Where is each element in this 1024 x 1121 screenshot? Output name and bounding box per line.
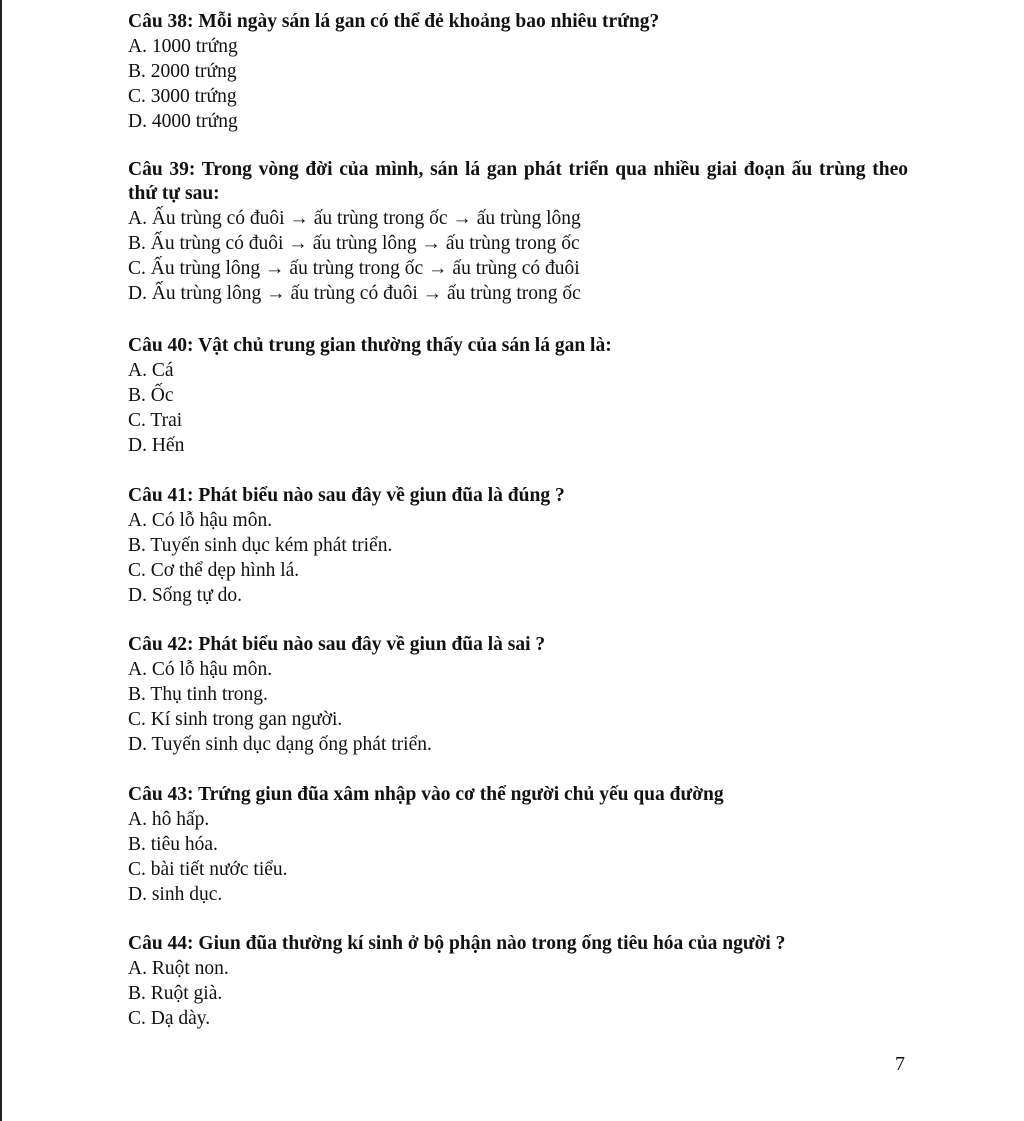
option-a: A. Cá bbox=[128, 360, 174, 381]
question-title: Câu 41: Phát biểu nào sau đây về giun đũa là đúng ? bbox=[128, 485, 565, 506]
option-c: C. Trai bbox=[128, 410, 183, 431]
option-b: B. 2000 trứng bbox=[128, 61, 237, 82]
option-a: A. Có lỗ hậu môn. bbox=[128, 659, 273, 680]
question-42 bbox=[128, 633, 918, 757]
option-b: B. Ấu trùng có đuôi → ấu trùng lông → ấu trùng trong ốc bbox=[128, 233, 580, 254]
option-b: B. tiêu hóa. bbox=[128, 834, 218, 855]
option-c: C. Kí sinh trong gan người. bbox=[128, 709, 343, 730]
option-d: D. Ấu trùng lông → ấu trùng có đuôi → ấu trùng trong ốc bbox=[128, 283, 581, 304]
question-title: Câu 38: Mỗi ngày sán lá gan có thể đẻ khoảng bao nhiêu trứng? bbox=[128, 11, 660, 32]
option-a: A. Có lỗ hậu môn. bbox=[128, 510, 273, 531]
question-title: Câu 40: Vật chủ trung gian thường thấy của sán lá gan là: bbox=[128, 335, 612, 356]
option-d: D. sinh dục. bbox=[128, 884, 223, 905]
option-a: A. hô hấp. bbox=[128, 809, 210, 830]
option-d: D. Hến bbox=[128, 435, 185, 456]
question-38 bbox=[128, 10, 918, 134]
option-c: C. 3000 trứng bbox=[128, 86, 237, 107]
question-43 bbox=[128, 783, 918, 907]
option-a: A. Ruột non. bbox=[128, 958, 229, 979]
option-b: B. Ruột già. bbox=[128, 983, 223, 1004]
option-a: A. 1000 trứng bbox=[128, 36, 238, 57]
question-40 bbox=[128, 334, 918, 458]
option-a: A. Ấu trùng có đuôi → ấu trùng trong ốc → ấu trùng lông bbox=[128, 208, 581, 229]
option-b: B. Ốc bbox=[128, 385, 174, 406]
option-c: C. Dạ dày. bbox=[128, 1008, 211, 1029]
question-title: Câu 43: Trứng giun đũa xâm nhập vào cơ thể người chủ yếu qua đường bbox=[128, 784, 724, 805]
question-title: Câu 42: Phát biểu nào sau đây về giun đũa là sai ? bbox=[128, 634, 546, 655]
option-c: C. Ấu trùng lông → ấu trùng trong ốc → ấu trùng có đuôi bbox=[128, 258, 580, 279]
question-41 bbox=[128, 484, 918, 608]
question-title: Câu 44: Giun đũa thường kí sinh ở bộ phận nào trong ống tiêu hóa của người ? bbox=[128, 933, 786, 954]
option-b: B. Thụ tinh trong. bbox=[128, 684, 268, 705]
option-c: C. bài tiết nước tiểu. bbox=[128, 859, 288, 880]
question-39 bbox=[128, 158, 918, 306]
page-number: 7 bbox=[895, 1053, 905, 1075]
question-title: Câu 39: Trong vòng đời của mình, sán lá gan phát triển qua nhiều giai đoạn ấu trùng theo thứ tự sau: bbox=[128, 159, 908, 204]
question-44 bbox=[128, 932, 918, 1031]
option-b: B. Tuyến sinh dục kém phát triển. bbox=[128, 535, 393, 556]
option-d: D. Sống tự do. bbox=[128, 585, 243, 606]
option-d: D. Tuyến sinh dục dạng ống phát triển. bbox=[128, 734, 432, 755]
option-d: D. 4000 trứng bbox=[128, 111, 238, 132]
option-c: C. Cơ thể dẹp hình lá. bbox=[128, 560, 300, 581]
